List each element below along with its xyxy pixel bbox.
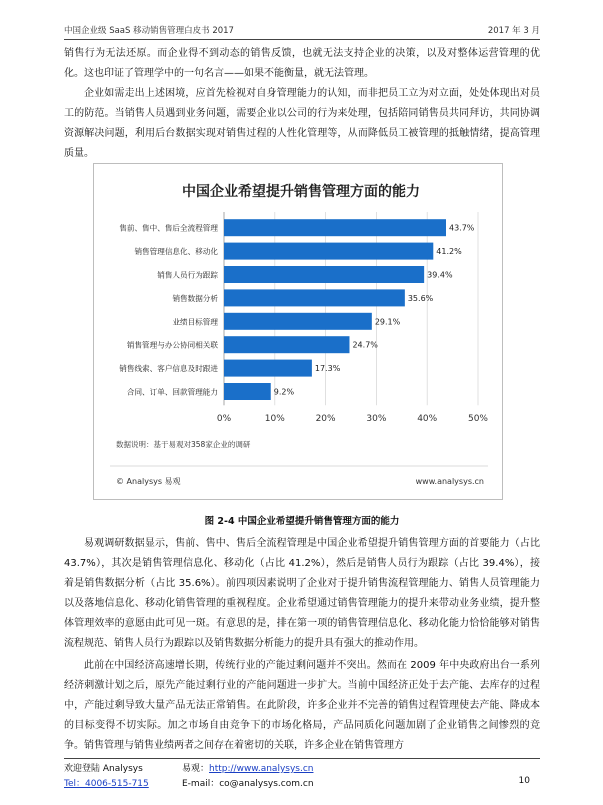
footer-site [182, 761, 313, 774]
value-label: 39.4% [427, 270, 453, 280]
category-label: 售前、售中、售后全流程管理 [119, 223, 218, 233]
category-label: 销售数据分析 [172, 293, 218, 303]
x-tick-label: 20% [315, 414, 336, 425]
bar [224, 243, 433, 260]
value-label: 43.7% [448, 223, 475, 233]
footer-divider [64, 758, 540, 759]
category-label: 销售管理信息化、移动化 [134, 247, 218, 257]
value-label: 9.2% [273, 387, 295, 397]
header-date: 2017 年 3 月 [487, 26, 540, 36]
footer-site-label: 易观： [182, 764, 210, 774]
bar [224, 266, 424, 283]
chart-x-ticks [217, 414, 489, 424]
value-label: 41.2% [436, 247, 462, 257]
value-label: 35.6% [407, 293, 434, 303]
chart-title: 中国企业希望提升销售管理方面的能力 [182, 184, 420, 200]
bar [224, 289, 405, 306]
category-label: 合同、订单、回款管理能力 [126, 387, 218, 397]
bar [224, 336, 349, 353]
footer-email: E-mail：co@analysys.com.cn [182, 779, 314, 789]
x-tick-label: 50% [467, 414, 489, 425]
chart-canvas [94, 164, 503, 500]
page-header [64, 24, 540, 38]
category-label: 销售线索、客户信息及时跟进 [119, 364, 218, 374]
bar-chart [93, 163, 503, 500]
header-divider [64, 39, 540, 40]
header-title: 中国企业级 SaaS 移动销售管理白皮书 2017 [64, 26, 234, 36]
x-tick-label: 40% [417, 414, 438, 425]
x-tick-label: 30% [366, 414, 387, 425]
chart-category-labels [119, 223, 218, 397]
footer-welcome: 欢迎登陆 Analysys [64, 764, 143, 774]
paragraph-4: 此前在中国经济高速增长期，传统行业的产能过剩问题并不突出。然而在 2009 年中央政府出台一系列经济刺激计划之后，原先产能过剩行业的产能问题进一步扩大。当前中国经济正处于去产能、去库存的过程中，产能过剩导致大量产品无法正常销售。在此阶段，许多企业并不完善的销售过程管理使去产能、降成本的目标变得不切实际。加之市场自由竞争下的市场化格局，产品同质化问题加剧了企业销售之间惨烈的竞争。销售管理与销售业绩两者之间存在着密切的关联，许多企业在销售管理方 [64, 660, 540, 751]
category-label: 销售人员行为跟踪 [157, 270, 218, 280]
page-number: 10 [518, 776, 530, 786]
bar [224, 360, 312, 377]
figure-caption: 图 2-4 中国企业希望提升销售管理方面的能力 [204, 516, 400, 527]
footer-tel-link[interactable]: Tel：4006-515-715 [64, 779, 149, 789]
bar [224, 313, 372, 330]
paragraph-1: 销售行为无法还原。而企业得不到动态的销售反馈，也就无法支持企业的决策，以及对整体运营管理的优化。这也印证了管理学中的一句名言——如果不能衡量，就无法管理。 [64, 48, 540, 79]
category-label: 销售管理与办公协同相关联 [126, 340, 218, 350]
x-tick-label: 0% [216, 414, 232, 425]
category-label: 业绩目标管理 [172, 317, 218, 327]
bar [224, 383, 271, 400]
bar [224, 219, 446, 236]
value-label: 24.7% [352, 340, 378, 350]
chart-source-left: © Analysys 易观 [116, 477, 181, 486]
chart-note: 数据说明：基于易观对358家企业的调研 [116, 440, 251, 449]
value-label: 17.3% [314, 364, 341, 374]
paragraph-3: 易观调研数据显示，售前、售中、售后全流程管理是中国企业希望提升销售管理方面的首要能力（占比 43.7%），其次是销售管理信息化、移动化（占比 41.2%），然后是销售人员行为跟踪（占比 39.4%），接着是销售数据分析（占比 35.6%）。前四项因素说明了企业对于提升销售流程管理能力、销售人员管理能力以及落地信息化、移动化销售管理的重视程度。企业希望通过销售管理能力的提升来带动业务业绩，提升整体管理效率的意愿由此可见一斑。有意思的是，排在第一项的销售管理信息化、移动化能力恰恰能够对销售流程规范、销售人员行为跟踪以及销售数据分析能力的提升具有强大的推动作用。 [64, 538, 540, 649]
x-tick-label: 10% [264, 414, 285, 425]
chart-source-right: www.analysys.cn [415, 477, 484, 486]
footer-url-link[interactable]: http://www.analysys.cn [209, 764, 314, 774]
paragraph-2: 企业如需走出上述困境，应首先检视对自身管理能力的认知，而非把员工立为对立面，处处体现出对员工的防范。当销售人员遇到业务问题，需要企业以公司的行为来处理，包括陪同销售员共同拜访，共同协调资源解决问题，利用后台数据实现对销售过程的人性化管理等，从而降低员工被管理的抵触情绪，提高管理质量。 [64, 88, 540, 159]
value-label: 29.1% [374, 317, 401, 327]
